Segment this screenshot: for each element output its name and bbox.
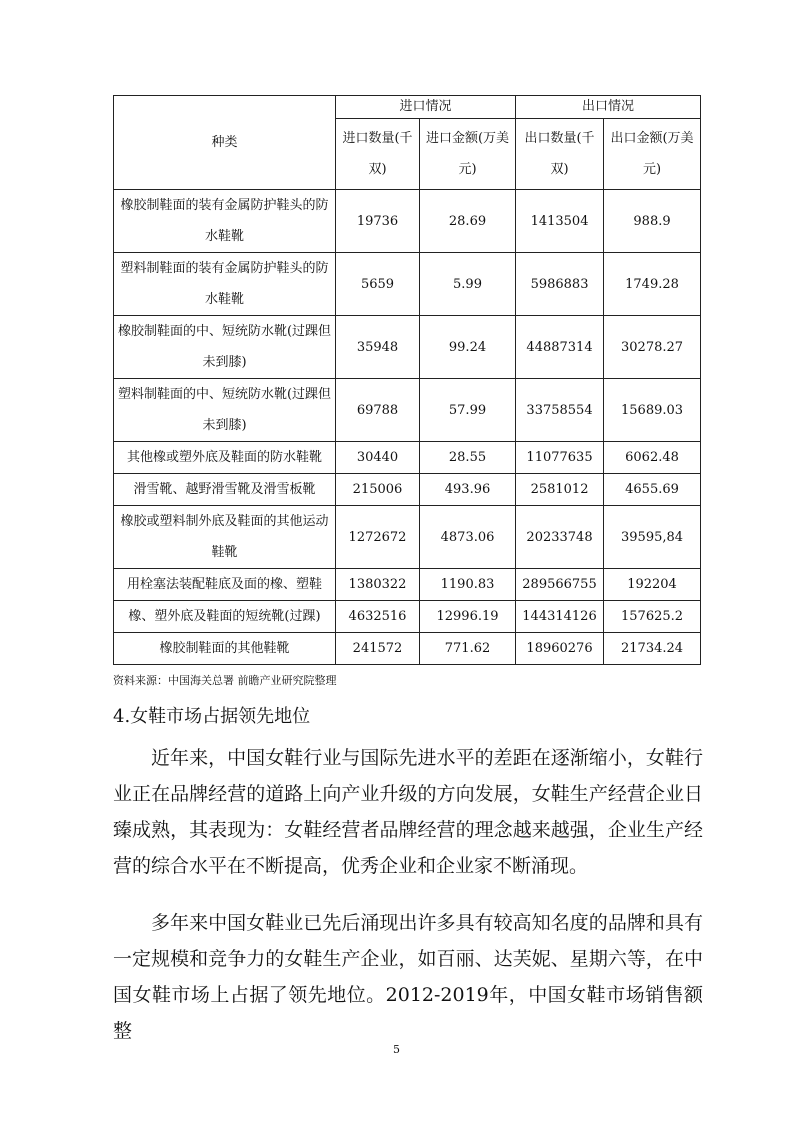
- table-row: [114, 316, 701, 379]
- kind-cell: 橡胶制鞋面的其他鞋靴: [114, 633, 336, 665]
- kind-cell: 橡胶制鞋面的中、短统防水靴(过踝但未到膝): [114, 316, 336, 379]
- import-quantity-cell: 5659: [336, 253, 420, 316]
- kind-cell: 塑料制鞋面的装有金属防护鞋头的防水鞋靴: [114, 253, 336, 316]
- body-paragraph: 近年来，中国女鞋行业与国际先进水平的差距在逐渐缩小，女鞋行业正在品牌经营的道路上向产业升级的方向发展，女鞋生产经营企业日臻成熟，其表现为：女鞋经营者品牌经营的理念越来越强，企业生产经营的综合水平在不断提高，优秀企业和企业家不断涌现。: [113, 747, 703, 877]
- table-row: [114, 601, 701, 633]
- import-quantity-cell: 4632516: [336, 601, 420, 633]
- import-amount-header: 进口金额(万美元): [420, 119, 516, 190]
- kind-cell: 塑料制鞋面的中、短统防水靴(过踝但未到膝): [114, 379, 336, 442]
- import-quantity-cell: 69788: [336, 379, 420, 442]
- section-heading: 4.女鞋市场占据领先地位: [113, 706, 311, 727]
- import-quantity-cell: 241572: [336, 633, 420, 665]
- export-quantity-cell: 144314126: [516, 601, 604, 633]
- export-amount-cell: 988.9: [604, 190, 701, 253]
- table-row: [114, 506, 701, 569]
- table-row: [114, 633, 701, 665]
- import-quantity-cell: 1272672: [336, 506, 420, 569]
- export-amount-cell: 1749.28: [604, 253, 701, 316]
- table-row: [114, 442, 701, 474]
- export-quantity-cell: 1413504: [516, 190, 604, 253]
- import-amount-cell: 28.55: [420, 442, 516, 474]
- export-quantity-cell: 20233748: [516, 506, 604, 569]
- import-amount-cell: 493.96: [420, 474, 516, 506]
- export-amount-cell: 39595,84: [604, 506, 701, 569]
- export-amount-cell: 21734.24: [604, 633, 701, 665]
- table-source-note: 资料来源：中国海关总署 前瞻产业研究院整理: [113, 674, 337, 687]
- import-amount-cell: 771.62: [420, 633, 516, 665]
- import-amount-cell: 57.99: [420, 379, 516, 442]
- import-quantity-cell: 35948: [336, 316, 420, 379]
- page-number: 5: [393, 1043, 400, 1056]
- export-quantity-cell: 33758554: [516, 379, 604, 442]
- import-amount-cell: 99.24: [420, 316, 516, 379]
- export-group-header: 出口情况: [516, 96, 701, 119]
- import-amount-cell: 1190.83: [420, 569, 516, 601]
- export-quantity-cell: 11077635: [516, 442, 604, 474]
- export-amount-cell: 192204: [604, 569, 701, 601]
- import-quantity-header: 进口数量(千双): [336, 119, 420, 190]
- export-amount-cell: 30278.27: [604, 316, 701, 379]
- export-quantity-cell: 2581012: [516, 474, 604, 506]
- import-quantity-cell: 19736: [336, 190, 420, 253]
- import-amount-cell: 5.99: [420, 253, 516, 316]
- export-amount-cell: 6062.48: [604, 442, 701, 474]
- kind-header: 种类: [114, 96, 336, 190]
- import-amount-cell: 28.69: [420, 190, 516, 253]
- export-quantity-cell: 289566755: [516, 569, 604, 601]
- footwear-trade-table: [113, 95, 701, 665]
- kind-cell: 滑雪靴、越野滑雪靴及滑雪板靴: [114, 474, 336, 506]
- table-row: [114, 253, 701, 316]
- export-amount-header: 出口金额(万美元): [604, 119, 701, 190]
- table-row: [114, 569, 701, 601]
- import-amount-cell: 12996.19: [420, 601, 516, 633]
- kind-cell: 其他橡或塑外底及鞋面的防水鞋靴: [114, 442, 336, 474]
- table-row: [114, 474, 701, 506]
- import-quantity-cell: 30440: [336, 442, 420, 474]
- import-amount-cell: 4873.06: [420, 506, 516, 569]
- export-quantity-cell: 5986883: [516, 253, 604, 316]
- import-quantity-cell: 215006: [336, 474, 420, 506]
- export-quantity-header: 出口数量(千双): [516, 119, 604, 190]
- body-paragraph: 多年来中国女鞋业已先后涌现出许多具有较高知名度的品牌和具有一定规模和竞争力的女鞋生产企业，如百丽、达芙妮、星期六等，在中国女鞋市场上占据了领先地位。2012-2019年，中国女鞋市场销售额整: [113, 912, 703, 1042]
- export-quantity-cell: 18960276: [516, 633, 604, 665]
- import-quantity-cell: 1380322: [336, 569, 420, 601]
- table-row: [114, 190, 701, 253]
- kind-cell: 橡、塑外底及鞋面的短统靴(过踝): [114, 601, 336, 633]
- export-quantity-cell: 44887314: [516, 316, 604, 379]
- import-group-header: 进口情况: [336, 96, 516, 119]
- export-amount-cell: 4655.69: [604, 474, 701, 506]
- kind-cell: 用栓塞法装配鞋底及面的橡、塑鞋: [114, 569, 336, 601]
- export-amount-cell: 15689.03: [604, 379, 701, 442]
- table-row: [114, 379, 701, 442]
- kind-cell: 橡胶制鞋面的装有金属防护鞋头的防水鞋靴: [114, 190, 336, 253]
- export-amount-cell: 157625.2: [604, 601, 701, 633]
- kind-cell: 橡胶或塑料制外底及鞋面的其他运动鞋靴: [114, 506, 336, 569]
